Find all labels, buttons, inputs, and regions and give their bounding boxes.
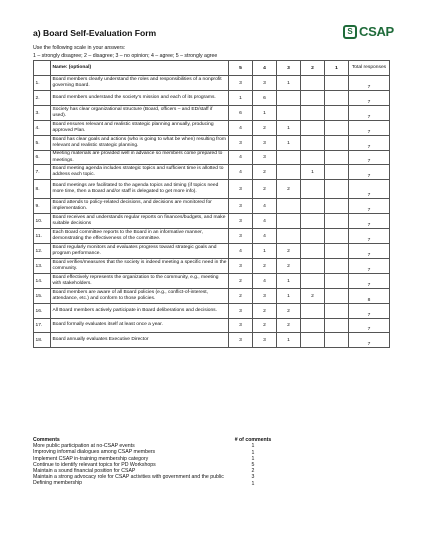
rating-count-2 (301, 229, 325, 244)
comment-text: Maintain a strong advocacy role for CSAP activities with government and the public (33, 474, 224, 481)
rating-count-2 (301, 274, 325, 289)
rating-count-5: 3 (229, 76, 253, 91)
rating-count-1 (325, 274, 349, 289)
table-row (34, 259, 390, 274)
question-text: Society has clear organizational structure (Board, officers – and ED/staff if used). (51, 106, 229, 121)
rating-count-5: 3 (229, 229, 253, 244)
rating-count-1 (325, 214, 349, 229)
rating-count-5: 3 (229, 180, 253, 199)
table-row (34, 76, 390, 91)
rating-count-4: 6 (253, 91, 277, 106)
total-responses: 7 (349, 165, 390, 180)
rating-count-2 (301, 199, 325, 214)
rating-count-3 (277, 106, 301, 121)
question-text: Board receives and understands regular reports on finances/budgets, and make suitable decisions (51, 214, 229, 229)
rating-count-5: 2 (229, 274, 253, 289)
scale-intro: Use the following scale in your answers: (33, 45, 126, 51)
rating-count-2 (301, 151, 325, 165)
rating-count-2 (301, 136, 325, 151)
scale-header-3: 3 (277, 61, 301, 76)
rating-count-1 (325, 91, 349, 106)
question-number: 9. (34, 199, 51, 214)
rating-count-3 (277, 151, 301, 165)
comment-count: 1 (251, 455, 255, 462)
comment-count: 5 (251, 461, 255, 468)
question-number: 1. (34, 76, 51, 91)
rating-count-2 (301, 333, 325, 348)
rating-count-2 (301, 304, 325, 319)
question-number: 8. (34, 180, 51, 199)
rating-count-2 (301, 106, 325, 121)
rating-count-4: 2 (253, 319, 277, 333)
rating-count-5: 1 (229, 91, 253, 106)
total-responses: 7 (349, 274, 390, 289)
question-text: Board members understand the society’s mission and each of its programs. (51, 91, 229, 106)
rating-count-5: 4 (229, 151, 253, 165)
comment-text: Improving informal dialogues among CSAP members (33, 449, 156, 456)
question-text: All Board members actively participate in Board deliberations and decisions. (51, 304, 229, 319)
name-optional-label: Name: (optional) (51, 61, 229, 76)
rating-count-1 (325, 304, 349, 319)
rating-count-4: 2 (253, 165, 277, 180)
rating-count-4: 2 (253, 259, 277, 274)
question-text: Board members clearly understand the roles and responsibilities of a nonprofit governing Board. (51, 76, 229, 91)
table-row (34, 136, 390, 151)
rating-count-4: 3 (253, 76, 277, 91)
total-responses: 7 (349, 333, 390, 348)
total-responses: 7 (349, 136, 390, 151)
total-responses: 7 (349, 121, 390, 136)
rating-count-2 (301, 180, 325, 199)
rating-count-3 (277, 91, 301, 106)
table-row (34, 289, 390, 304)
rating-count-3: 1 (277, 333, 301, 348)
total-responses: 7 (349, 229, 390, 244)
question-number: 17. (34, 319, 51, 333)
comment-row (33, 480, 273, 486)
rating-count-1 (325, 136, 349, 151)
comment-text: Implement CSAP in-training membership category (33, 455, 149, 462)
table-row (34, 274, 390, 289)
rating-count-3 (277, 199, 301, 214)
table-row (34, 244, 390, 259)
rating-count-2 (301, 214, 325, 229)
rating-count-3: 1 (277, 121, 301, 136)
rating-count-5: 4 (229, 244, 253, 259)
table-row (34, 180, 390, 199)
evaluation-table (33, 60, 390, 348)
question-number: 2. (34, 91, 51, 106)
rating-count-2 (301, 91, 325, 106)
question-text: Board members are aware of all Board policies (e.g., conflict-of-interest, attendance, etc.) and conform to those policies. (51, 289, 229, 304)
comment-count: 3 (251, 474, 255, 481)
rating-count-3 (277, 229, 301, 244)
rating-count-3: 1 (277, 76, 301, 91)
question-text: Board effectively represents the organization to the community, e.g., meeting with stakeholders. (51, 274, 229, 289)
table-row (34, 121, 390, 136)
rating-count-1 (325, 259, 349, 274)
rating-count-2 (301, 76, 325, 91)
question-text: Board formally evaluates itself at least once a year. (51, 319, 229, 333)
csap-logo-icon: S (343, 25, 357, 39)
rating-count-3: 1 (277, 289, 301, 304)
question-number: 13. (34, 259, 51, 274)
rating-count-1 (325, 244, 349, 259)
comment-count: 1 (251, 443, 255, 450)
question-number: 16. (34, 304, 51, 319)
table-row (34, 229, 390, 244)
csap-logo (343, 24, 394, 39)
comment-count: 1 (251, 449, 255, 456)
scale-header-1: 1 (325, 61, 349, 76)
comment-text: Maintain a sound financial position for CSAP (33, 468, 136, 475)
rating-count-5: 4 (229, 165, 253, 180)
rating-count-1 (325, 333, 349, 348)
rating-count-5: 3 (229, 199, 253, 214)
scale-header-2: 2 (301, 61, 325, 76)
table-row (34, 106, 390, 121)
total-responses: 7 (349, 180, 390, 199)
question-text: Board has clear goals and actions (who is going to what be when) resulting from relevant and realistic strategic planning. (51, 136, 229, 151)
rating-count-5: 3 (229, 319, 253, 333)
question-text: Each Board committee reports to the Board in an informative manner, demonstrating the effectiveness of the committee. (51, 229, 229, 244)
total-responses: 7 (349, 304, 390, 319)
scale-legend: 1 – strongly disagree; 2 – disagree; 3 – no opinion; 4 – agree; 5 – strongly agree (33, 53, 218, 59)
rating-count-1 (325, 229, 349, 244)
total-responses-header: Total responses (349, 61, 390, 76)
scale-header-5: 5 (229, 61, 253, 76)
rating-count-5: 2 (229, 289, 253, 304)
comment-text: Defining membership (33, 480, 83, 487)
comment-text: Continue to identify relevant topics for PD Workshops (33, 461, 156, 468)
table-row (34, 165, 390, 180)
table-header-row (34, 61, 390, 76)
question-number: 7. (34, 165, 51, 180)
rating-count-2 (301, 259, 325, 274)
question-text: Board regularly monitors and evaluates progress toward strategic goals and program performance. (51, 244, 229, 259)
scale-header-4: 4 (253, 61, 277, 76)
total-responses: 7 (349, 106, 390, 121)
rating-count-2 (301, 121, 325, 136)
total-responses: 7 (349, 214, 390, 229)
question-text: Board annually evaluates Executive Director (51, 333, 229, 348)
rating-count-4: 3 (253, 333, 277, 348)
rating-count-4: 1 (253, 244, 277, 259)
rating-count-2 (301, 319, 325, 333)
rating-count-4: 4 (253, 229, 277, 244)
total-responses: 7 (349, 91, 390, 106)
rating-count-4: 3 (253, 289, 277, 304)
rating-count-3 (277, 165, 301, 180)
rating-count-3: 1 (277, 136, 301, 151)
rating-count-4: 4 (253, 214, 277, 229)
comment-text: More public participation at no-CSAP events (33, 443, 135, 450)
total-responses: 7 (349, 319, 390, 333)
question-text: Board meeting agenda includes strategic topics and sufficient time is allotted to address each topic. (51, 165, 229, 180)
rating-count-4: 4 (253, 199, 277, 214)
rating-count-2: 1 (301, 165, 325, 180)
rating-count-3: 2 (277, 180, 301, 199)
form-title: a) Board Self-Evaluation Form (33, 28, 157, 38)
question-text: Board meetings are facilitated to the agenda topics and timing (if topics need more time, then a Board and/or staff is delegated to get more info). (51, 180, 229, 199)
question-number: 5. (34, 136, 51, 151)
comment-count: 1 (251, 480, 255, 487)
rating-count-3 (277, 214, 301, 229)
question-text: Board attends to policy-related decisions, and decisions are monitored for implementation. (51, 199, 229, 214)
comment-list (33, 443, 273, 486)
table-row (34, 91, 390, 106)
question-number: 18. (34, 333, 51, 348)
rating-count-5: 3 (229, 304, 253, 319)
question-number: 6. (34, 151, 51, 165)
rating-count-3: 2 (277, 259, 301, 274)
comment-count: 2 (251, 468, 255, 475)
rating-count-5: 3 (229, 259, 253, 274)
rating-count-5: 3 (229, 214, 253, 229)
total-responses: 7 (349, 76, 390, 91)
question-text: Board verifies/measures that the society is indeed meeting a specific need in the community. (51, 259, 229, 274)
rating-count-4: 1 (253, 106, 277, 121)
table-row (34, 333, 390, 348)
rating-count-2 (301, 244, 325, 259)
question-number: 15. (34, 289, 51, 304)
table-row (34, 304, 390, 319)
rating-count-4: 2 (253, 180, 277, 199)
question-text: Board ensures relevant and realistic strategic planning annually, producing approved Plan. (51, 121, 229, 136)
table-row (34, 214, 390, 229)
rating-count-1 (325, 319, 349, 333)
rating-count-1 (325, 199, 349, 214)
rating-count-1 (325, 289, 349, 304)
rating-count-4: 2 (253, 121, 277, 136)
total-responses: 7 (349, 199, 390, 214)
question-number: 10. (34, 214, 51, 229)
total-responses: 7 (349, 244, 390, 259)
question-number: 3. (34, 106, 51, 121)
rating-count-4: 3 (253, 151, 277, 165)
header-num-cell (34, 61, 51, 76)
question-text: Meeting materials are provided well in advance so members come prepared to meetings. (51, 151, 229, 165)
rating-count-1 (325, 180, 349, 199)
rating-count-3: 2 (277, 304, 301, 319)
table-row (34, 319, 390, 333)
rating-count-3: 2 (277, 319, 301, 333)
rating-count-1 (325, 76, 349, 91)
rating-count-5: 4 (229, 121, 253, 136)
rating-count-5: 3 (229, 136, 253, 151)
rating-count-3: 1 (277, 274, 301, 289)
total-responses: 7 (349, 259, 390, 274)
rating-count-1 (325, 165, 349, 180)
question-number: 11. (34, 229, 51, 244)
comment-count-header: # of comments (234, 437, 272, 444)
rating-count-1 (325, 121, 349, 136)
rating-count-3: 2 (277, 244, 301, 259)
rating-count-4: 3 (253, 136, 277, 151)
total-responses: 7 (349, 151, 390, 165)
table-row (34, 151, 390, 165)
question-number: 14. (34, 274, 51, 289)
question-number: 4. (34, 121, 51, 136)
rating-count-1 (325, 106, 349, 121)
rating-count-5: 6 (229, 106, 253, 121)
rating-count-4: 4 (253, 274, 277, 289)
total-responses: 8 (349, 289, 390, 304)
rating-count-4: 2 (253, 304, 277, 319)
comments-header: Comments (33, 437, 60, 443)
comments-section (33, 437, 273, 487)
rating-count-2: 2 (301, 289, 325, 304)
table-row (34, 199, 390, 214)
csap-logo-text: CSAP (359, 24, 394, 39)
rating-count-5: 3 (229, 333, 253, 348)
question-number: 12. (34, 244, 51, 259)
rating-count-1 (325, 151, 349, 165)
